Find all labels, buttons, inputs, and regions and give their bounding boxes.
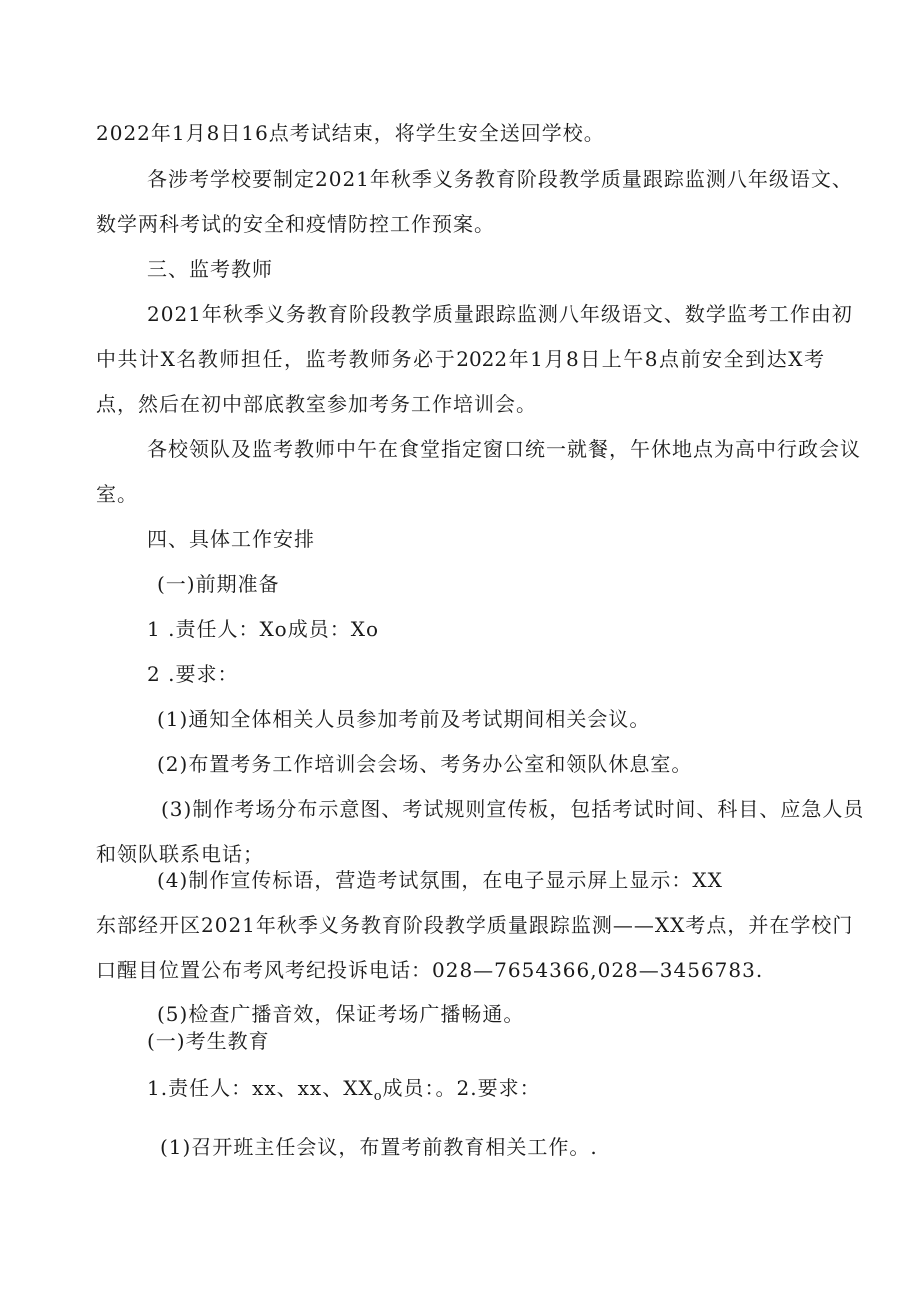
list-item-2: 2 .要求：: [147, 662, 239, 686]
paragraph-line-6: 中共计X名教师担任，监考教师务必于2022年1月8日上午8点前安全到达X考: [96, 347, 824, 371]
requirement-item-4-cont-2: 口醒目位置公布考风考纪投诉电话：028—7654366,028—3456783.: [96, 958, 764, 982]
requirement-item-5: (5)检查广播音效，保证考场广播畅通。: [157, 1002, 525, 1026]
requirement-item-2: (2)布置考务工作培训会会场、考务办公室和领队休息室。: [157, 752, 693, 776]
requirement-item-6: (1)召开班主任会议，布置考前教育相关工作。.: [160, 1135, 598, 1159]
list-item-3-subscript: o: [373, 1089, 383, 1104]
list-item-3-text-end: 成员：。2.要求：: [382, 1076, 541, 1100]
subsection-heading-1: (一)前期准备: [157, 572, 280, 596]
paragraph-line-8: 各校领队及监考教师中午在食堂指定窗口统一就餐，午休地点为高中行政会议: [147, 437, 861, 461]
list-item-3: [147, 1074, 541, 1102]
paragraph-line-1: 2022年1月8日16点考试结束，将学生安全送回学校。: [96, 121, 605, 145]
paragraph-line-3: 数学两科考试的安全和疫情防控工作预案。: [96, 212, 495, 236]
paragraph-line-7: 点，然后在初中部底教室参加考务工作培训会。: [96, 392, 537, 416]
paragraph-line-2: 各涉考学校要制定2021年秋季义务教育阶段教学质量跟踪监测八年级语文、: [147, 167, 853, 191]
list-item-3-text: 1.责任人：xx、xx、XX: [147, 1076, 374, 1100]
paragraph-line-5: 2021年秋季义务教育阶段教学质量跟踪监测八年级语文、数学监考工作由初: [147, 302, 853, 326]
list-item-1: 1 .责任人：Xo成员：Xo: [147, 617, 379, 641]
requirement-item-4: (4)制作宣传标语，营造考试氛围，在电子显示屏上显示：XX: [157, 868, 723, 892]
paragraph-line-9: 室。: [96, 482, 138, 506]
requirement-item-4-cont-1: 东部经开区2021年秋季义务教育阶段教学质量跟踪监测——XX考点，并在学校门: [96, 913, 854, 937]
section-heading-3: 三、监考教师: [147, 257, 273, 281]
subsection-heading-2: (一)考生教育: [147, 1029, 270, 1053]
requirement-item-3-cont: 和领队联系电话；: [96, 842, 264, 866]
requirement-item-3: (3)制作考场分布示意图、考试规则宣传板，包括考试时间、科目、应急人员: [161, 797, 865, 821]
requirement-item-1: (1)通知全体相关人员参加考前及考试期间相关会议。: [157, 707, 651, 731]
section-heading-4: 四、具体工作安排: [147, 527, 315, 551]
